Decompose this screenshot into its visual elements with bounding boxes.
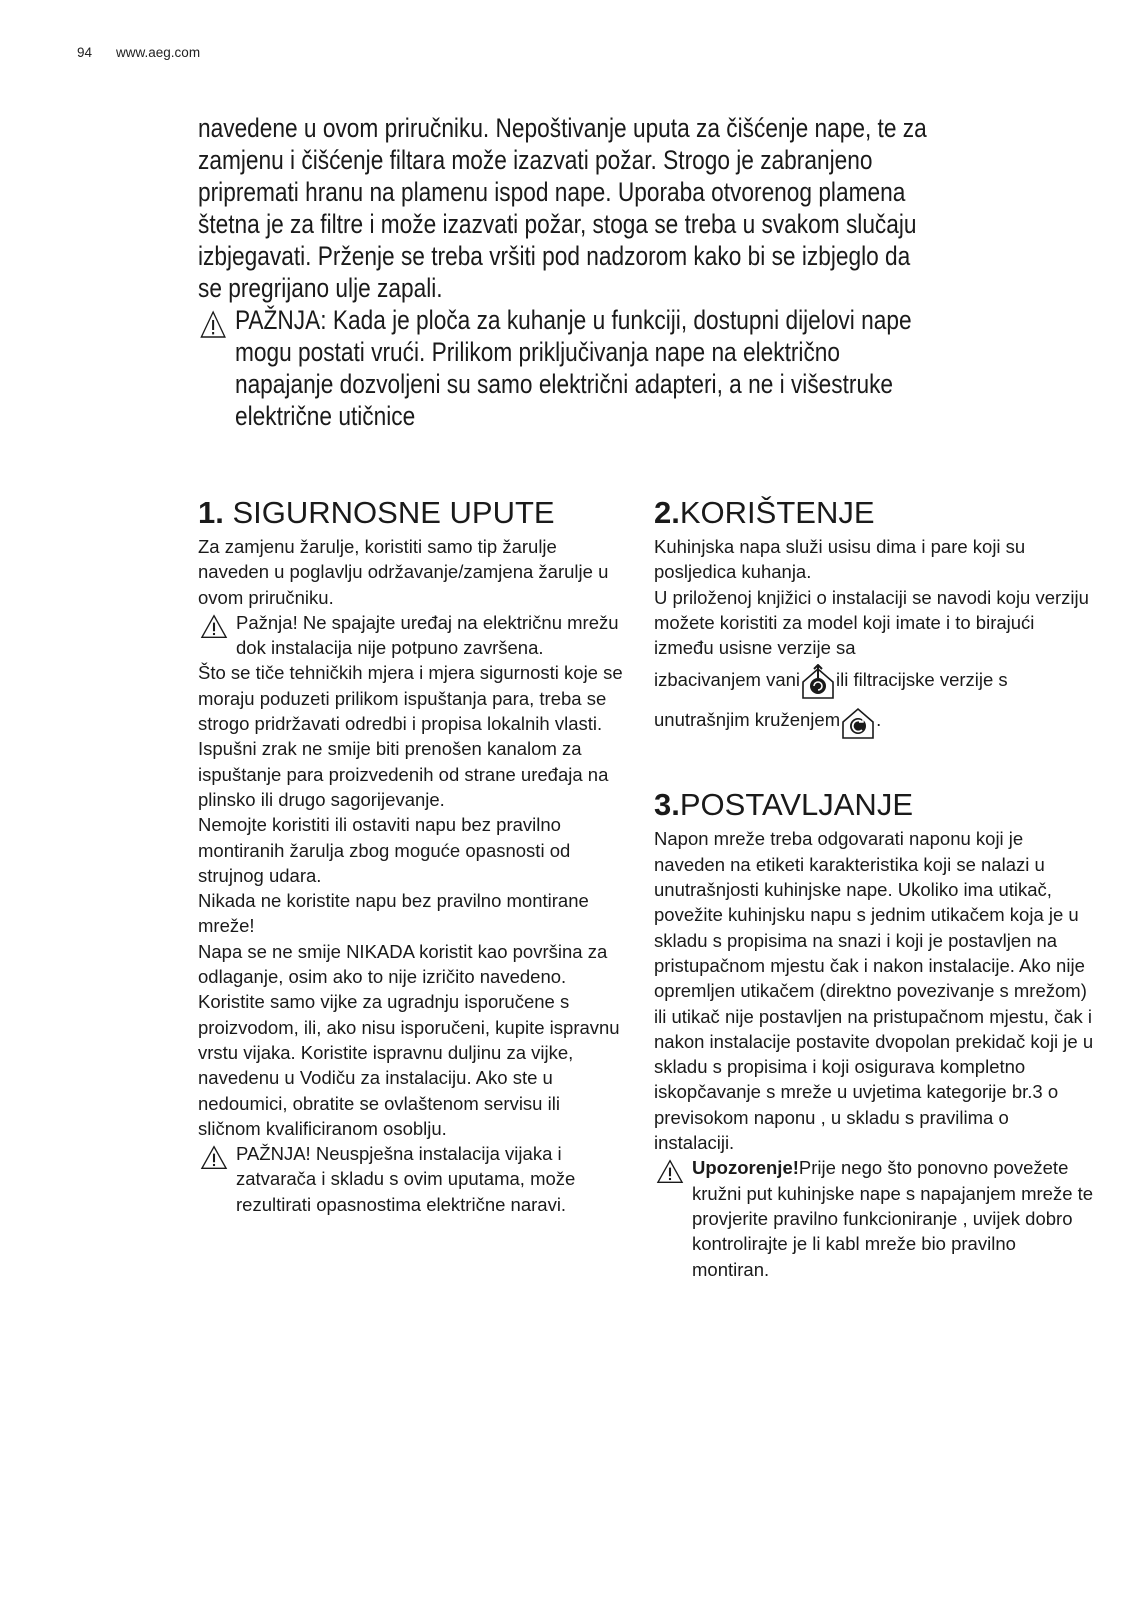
site-url: www.aeg.com bbox=[116, 45, 201, 60]
warning-triangle-icon bbox=[200, 1145, 228, 1170]
warning-triangle-icon bbox=[200, 310, 227, 339]
section-usage-installation bbox=[654, 496, 1094, 1282]
safety-warning-1-text: Pažnja! Ne spajajte uređaj na električnu mrežu dok instalacija nije potpuno završena. bbox=[236, 611, 619, 659]
usage-p3 bbox=[654, 660, 1094, 700]
section-3-heading bbox=[654, 788, 1094, 822]
hood-recirculation-icon bbox=[840, 704, 876, 740]
installation-warning-text: Prije nego što ponovno povežete kružni put kuhinjske nape s napajanjem mreže te provjerite pravilno funkcioniranje , uvijek dobro kontrolirajte je li kabl mreže bio pravilno montiran. bbox=[692, 1157, 1094, 1280]
section-3-number: 3. bbox=[654, 787, 680, 823]
installation-p1: Napon mreže treba odgovarati naponu koji je naveden na etiketi karakteristika koji se nalazi u unutrašnjosti kuhinjske nape. Ukoliko ima utikač, povežite kuhinjsku napu s jednim utikačem koja je u skladu s propisima na snazi i koji je postavljen na pristupačnom mjestu čak i nakon instalacije. Ako nije opremljen utikačem (direktno povezivanje s mrežom) ili utikač nije postavljen na pristupačnom mjestu, čak i nakon instalacije postavite dvopolan prekidač koji je u skladu s propisima i koji osigurava kompletno iskopčavanje s mreže u uvjetima kategorije br.3 o previsokom naponu , u skladu s pravilima o instalaciji. bbox=[654, 828, 1094, 1154]
intro-warning-text: PAŽNJA: Kada je ploča za kuhanje u funkciji, dostupni dijelovi nape mogu postati vrući. Prilikom priključivanja nape na električno napajanje dozvoljeni su samo električni adapteri, a ne i višestruke električne utičnice bbox=[234, 305, 912, 431]
usage-p3-text-b: ili filtracijske verzije s bbox=[836, 669, 1008, 691]
intro-paragraph: navedene u ovom priručniku. Nepoštivanje uputa za čišćenje nape, te za zamjenu i čišćenje filtara može izazvati požar. Strogo je zabranjeno pripremati hranu na plamenu ispod nape. Uporaba otvorenog plamena štetna je za filtre i može izazvati požar, stoga se treba u svakom slučaju izbjegavati. Prženje se treba vršiti pod nadzorom kako bi se izbjeglo da se pregrijano ulje zapali. bbox=[198, 113, 927, 303]
section-installation bbox=[654, 788, 1094, 1281]
section-1-title: SIGURNOSNE UPUTE bbox=[223, 495, 555, 530]
section-1-heading bbox=[198, 496, 626, 530]
usage-p1: Kuhinjska napa služi usisu dima i pare koji su posljedica kuhanja. bbox=[654, 536, 1026, 583]
warning-triangle-icon bbox=[200, 614, 228, 639]
intro-warning bbox=[198, 304, 937, 432]
section-1-number: 1. bbox=[198, 495, 224, 530]
usage-p4 bbox=[654, 700, 1094, 740]
safety-p1: Za zamjenu žarulje, koristiti samo tip žarulje naveden u poglavlju održavanje/zamjena žarulje u ovom priručniku. bbox=[198, 536, 609, 608]
safety-warning-2 bbox=[198, 1141, 626, 1217]
installation-warning bbox=[654, 1155, 1094, 1281]
hood-extraction-icon bbox=[800, 664, 836, 700]
warning-triangle-icon bbox=[656, 1159, 684, 1184]
usage-p4-text-a: unutrašnjim kruženjem bbox=[654, 709, 841, 731]
usage-p2: U priloženoj knjižici o instalaciji se navodi koju verziju možete koristiti za model koji imate i to birajući između usisne verzije sa bbox=[654, 586, 1089, 659]
safety-p2: Što se tiče tehničkih mjera i mjera sigurnosti koje se moraju poduzeti prilikom ispuštanja para, treba se strogo pridržavati odredbi i propisa lokalnih vlasti. bbox=[198, 662, 623, 735]
safety-warning-1 bbox=[198, 610, 626, 661]
section-2-heading bbox=[654, 496, 1094, 530]
safety-p4: Nemojte koristiti ili ostaviti napu bez pravilno montiranih žarulja zbog moguće opasnosti od strujnog udara. bbox=[198, 814, 571, 886]
page-header bbox=[77, 45, 200, 60]
safety-p6: Napa se ne smije NIKADA koristit kao površina za odlaganje, osim ako to nije izričito navedeno. Koristite samo vijke za ugradnju isporučene s proizvodom, ili, ako nisu isporučeni, kupite ispravnu vrstu vijaka. Koristite ispravnu duljinu za vijke, navedenu u Vodiču za instalaciju. Ako ste u nedoumici, obratite se ovlaštenom servisu ili sličnom kvalificiranom osoblju. bbox=[198, 940, 620, 1139]
usage-p4-text-b: . bbox=[876, 709, 882, 731]
page-number: 94 bbox=[77, 45, 93, 60]
section-safety bbox=[198, 496, 626, 1217]
usage-p3-text-a: izbacivanjem vani bbox=[654, 669, 801, 691]
installation-warning-label: Upozorenje! bbox=[692, 1157, 799, 1179]
section-3-title: POSTAVLJANJE bbox=[679, 787, 913, 823]
intro-block bbox=[198, 112, 937, 432]
safety-warning-2-text: PAŽNJA! Neuspješna instalacija vijaka i zatvarača i skladu s ovim uputama, može rezultirati opasnostima električne naravi. bbox=[236, 1143, 576, 1215]
safety-p5: Nikada ne koristite napu bez pravilno montirane mreže! bbox=[198, 890, 589, 937]
section-2-title: KORIŠTENJE bbox=[679, 495, 875, 530]
safety-p3: Ispušni zrak ne smije biti prenošen kanalom za ispuštanje para proizvedenih od strane uređaja na plinsko ili drugo sagorijevanje. bbox=[198, 738, 609, 810]
section-2-number: 2. bbox=[654, 495, 680, 530]
